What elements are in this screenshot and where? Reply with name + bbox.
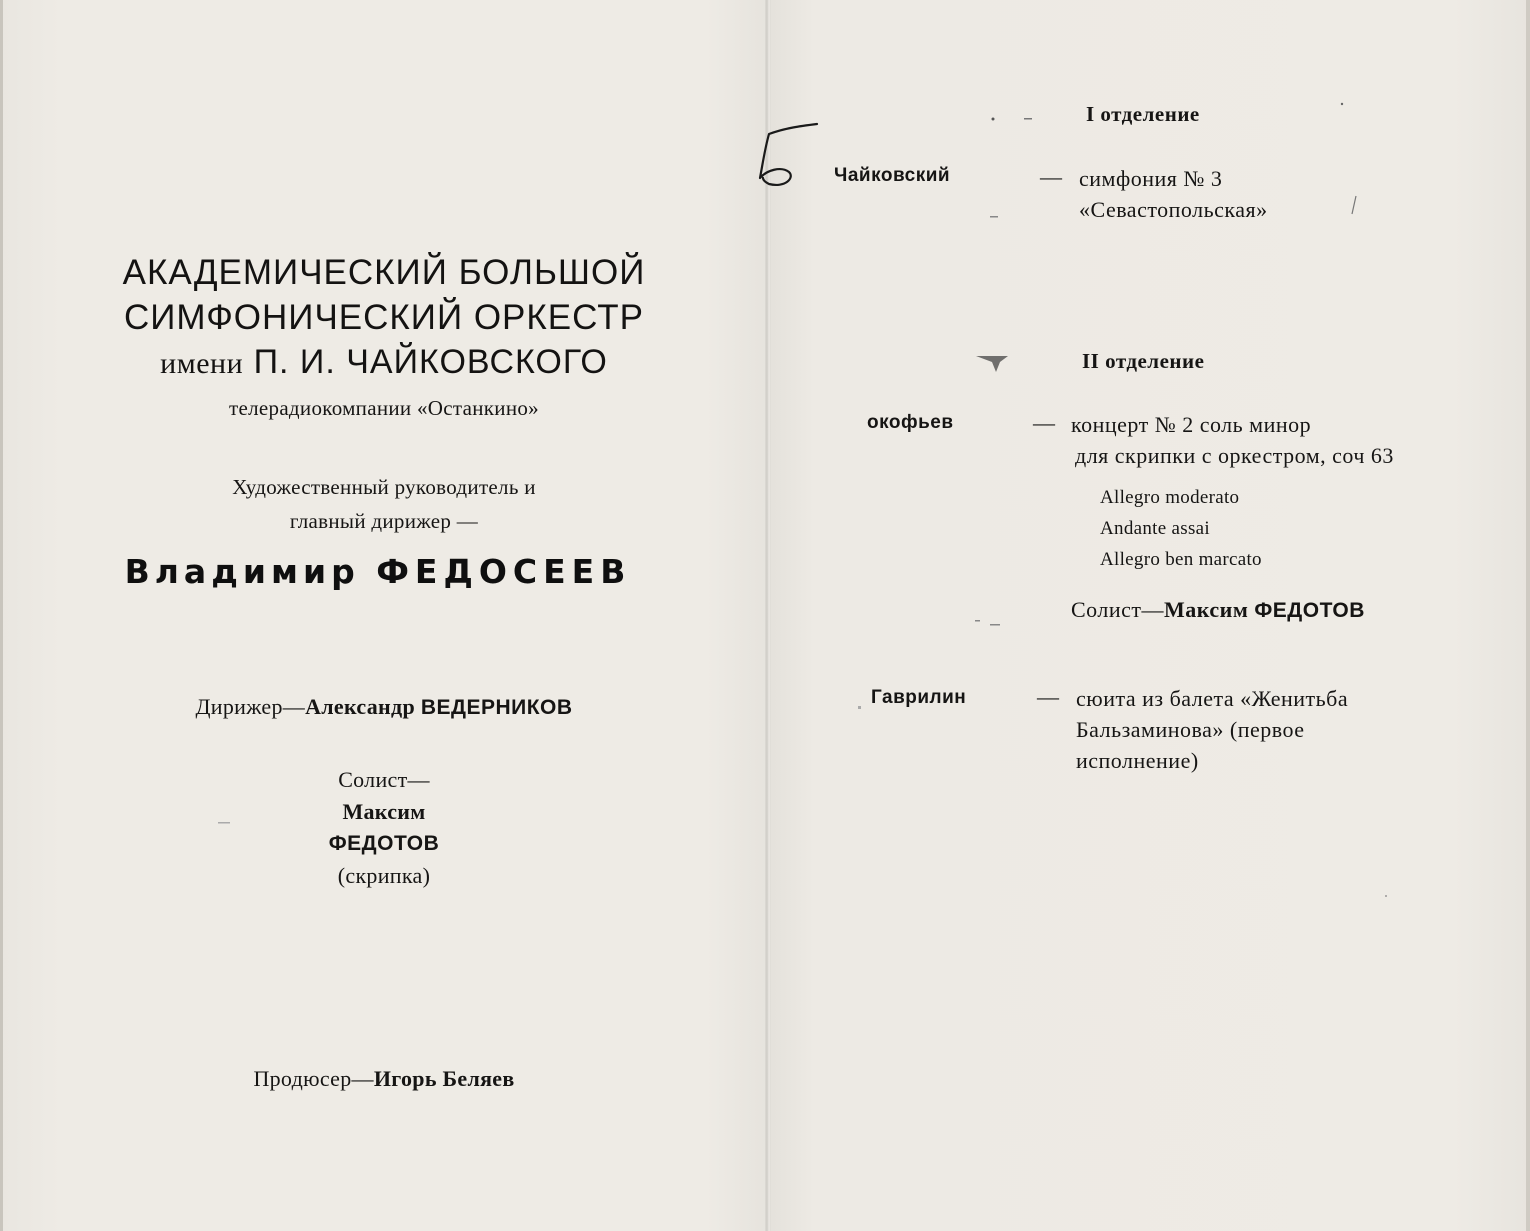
section-1-work — [1079, 163, 1268, 225]
page-edge — [1526, 0, 1530, 1231]
orchestra-title-line1: АКАДЕМИЧЕСКИЙ БОЛЬШОЙ — [122, 253, 646, 292]
company-line: телерадиокомпании «Останкино» — [229, 396, 539, 420]
section-2-soloist-first-name: Максим — [1164, 597, 1249, 622]
section-1-composer: Чайковский — [834, 165, 951, 186]
section-2-movements — [1100, 482, 1262, 575]
section-1-title: I отделение — [1086, 102, 1200, 126]
art-director-title — [0, 470, 768, 538]
section-2-work-1-line1: концерт № 2 соль минор — [1071, 412, 1312, 437]
soloist-instrument: (скрипка) — [337, 863, 431, 888]
movement-item: Andante assai — [1100, 518, 1210, 539]
orchestra-title-name: П. И. ЧАЙКОВСКОГО — [253, 343, 608, 381]
conductor-surname: ВЕДЕРНИКОВ — [420, 696, 573, 719]
producer-name: Игорь Беляев — [373, 1066, 515, 1091]
conductor-credit — [0, 694, 768, 720]
soloist-surname: ФЕДОТОВ — [328, 832, 440, 855]
section-2-title: II отделение — [1082, 349, 1205, 373]
orchestra-title-line3 — [0, 340, 768, 386]
section-2-composer-2: Гаврилин — [871, 687, 967, 708]
section-2-work-2-line3: исполнение) — [1076, 748, 1199, 773]
section-2-dash-2: — — [1037, 684, 1059, 709]
art-director-line1: Художественный руководитель и — [232, 475, 536, 499]
section-2-composer-1: окофьев — [867, 412, 954, 433]
orchestra-title-prefix: имени — [160, 347, 244, 380]
movement-item: Allegro ben marcato — [1100, 549, 1262, 570]
section-2-work-2-line2: Бальзаминова» (первое — [1076, 717, 1305, 742]
chief-conductor-name — [0, 552, 756, 591]
orchestra-title — [0, 250, 768, 386]
section-2-soloist-label: Солист— — [1071, 597, 1165, 622]
orchestra-title-line2: СИМФОНИЧЕСКИЙ ОРКЕСТР — [124, 298, 644, 337]
handwritten-mark-icon — [755, 118, 827, 198]
soloist-label: Солист— — [338, 767, 430, 792]
section-2-work-1 — [1071, 409, 1394, 471]
art-director-line2: главный дирижер — — [289, 509, 479, 533]
producer-label: Продюсер— — [253, 1066, 374, 1091]
conductor-label: Дирижер— — [195, 694, 306, 719]
chief-conductor-surname: ФЕДОСЕЕВ — [376, 552, 632, 591]
conductor-first-name: Александр — [305, 694, 415, 719]
page-edge — [0, 0, 3, 1231]
bleed-through — [95, 165, 655, 191]
soloist-first-name: Максим — [342, 799, 426, 824]
section-2-work-1-line2: для скрипки с оркестром, соч 63 — [1075, 443, 1394, 468]
movement-item: Allegro moderato — [1100, 487, 1240, 508]
producer-credit — [0, 1066, 768, 1092]
section-2-soloist — [1071, 594, 1365, 626]
section-2-dash-1: — — [1033, 410, 1055, 435]
section-2-soloist-surname: ФЕДОТОВ — [1254, 599, 1365, 622]
soloist-line — [0, 764, 768, 860]
section-1-dash: — — [1040, 164, 1062, 189]
section-2-work-2 — [1076, 683, 1348, 776]
section-1-work-line2: «Севастопольская» — [1079, 197, 1268, 222]
chief-conductor-first-name: Владимир — [124, 552, 360, 591]
section-2-work-2-line1: сюита из балета «Женитьба — [1076, 686, 1349, 711]
section-1-work-line1: симфония № 3 — [1079, 166, 1223, 191]
soloist-credit — [0, 764, 768, 892]
